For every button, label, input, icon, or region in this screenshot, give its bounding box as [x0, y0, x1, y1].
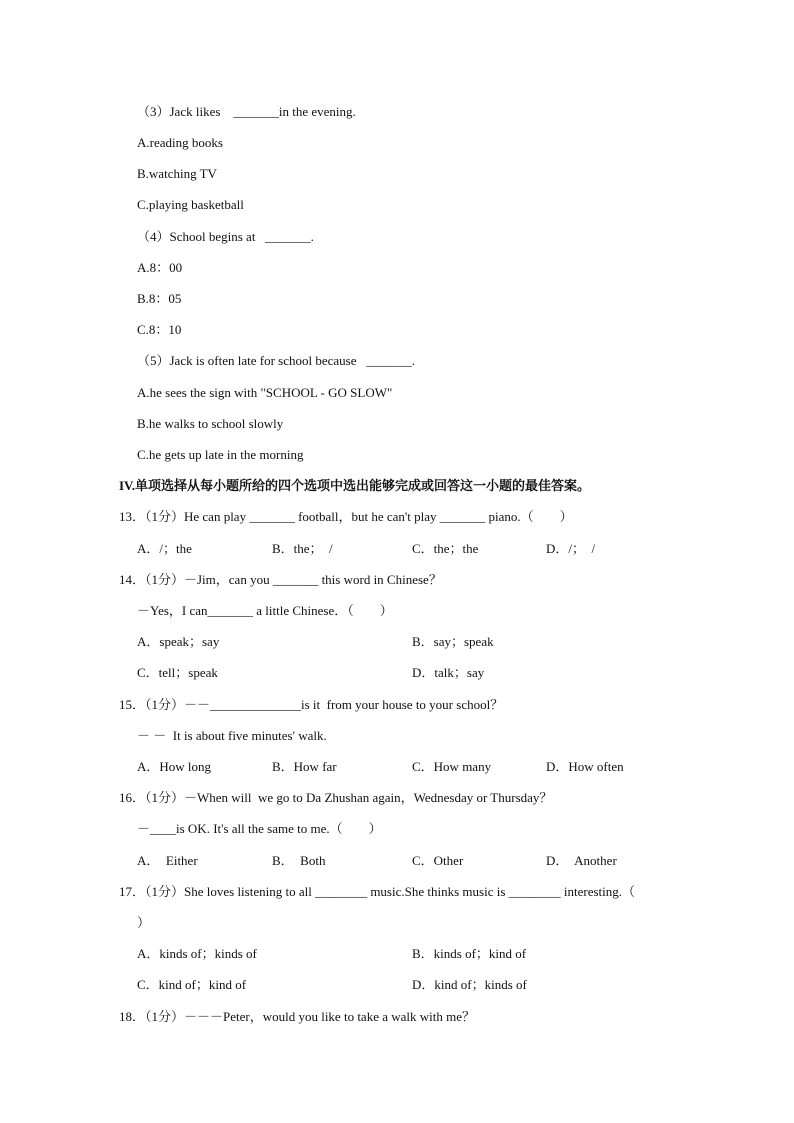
- q5-option-c: C.he gets up late in the morning: [137, 447, 304, 462]
- q14-stem: 14．（1分）－Jim，can you _______ this word in Chinese？: [119, 572, 442, 587]
- q17-stem: 17．（1分）She loves listening to all ________ music.She thinks music is ________ interesting.（: [119, 884, 636, 899]
- q16-stem: 16．（1分）－When will we go to Da Zhushan again，Wednesday or Thursday？: [119, 790, 553, 805]
- q13-option-b: B．the； /: [272, 541, 333, 556]
- q17-option-b: B．kinds of；kind of: [412, 946, 527, 961]
- q17-stem-continued: ）: [137, 915, 151, 930]
- q14-option-a: A．speak；say: [137, 634, 220, 649]
- q17-option-a: A．kinds of；kinds of: [137, 946, 257, 961]
- q16-option-a: A． Either: [137, 853, 198, 868]
- q3-stem: （3）Jack likes _______in the evening.: [137, 104, 356, 119]
- q15-option-b: B．How far: [272, 759, 337, 774]
- q4-option-a: A.8：00: [137, 260, 183, 275]
- q5-stem: （5）Jack is often late for school because _______.: [137, 353, 415, 368]
- q15-reply: － － It is about five minutes' walk.: [137, 728, 327, 743]
- q13-stem: 13．（1分）He can play _______ football，but he can't play _______ piano.（ ）: [119, 509, 573, 524]
- q4-stem: （4）School begins at _______.: [137, 229, 314, 244]
- q4-option-c: C.8：10: [137, 322, 182, 337]
- q16-option-d: D． Another: [546, 853, 617, 868]
- q15-option-c: C．How many: [412, 759, 492, 774]
- q16-reply: －____is OK. It's all the same to me.（ ）: [137, 821, 382, 836]
- q3-option-a: A.reading books: [137, 135, 223, 150]
- q3-option-c: C.playing basketball: [137, 197, 244, 212]
- section-iv-heading: IV.单项选择从每小题所给的四个选项中选出能够完成或回答这一小题的最佳答案。: [119, 478, 591, 493]
- q18-stem: 18．（1分）－－－Peter，would you like to take a walk with me？: [119, 1009, 476, 1024]
- q14-option-d: D．talk；say: [412, 665, 485, 680]
- q15-option-a: A．How long: [137, 759, 212, 774]
- q16-option-b: B． Both: [272, 853, 326, 868]
- q14-reply: －Yes，I can_______ a little Chinese．（ ）: [137, 603, 393, 618]
- q13-option-a: A．/；the: [137, 541, 192, 556]
- q14-option-b: B．say；speak: [412, 634, 494, 649]
- q17-option-c: C．kind of；kind of: [137, 977, 247, 992]
- q4-option-b: B.8：05: [137, 291, 182, 306]
- q3-option-b: B.watching TV: [137, 166, 217, 181]
- q5-option-b: B.he walks to school slowly: [137, 416, 284, 431]
- q13-option-c: C．the；the: [412, 541, 479, 556]
- q16-option-c: C．Other: [412, 853, 464, 868]
- q15-option-d: D．How often: [546, 759, 624, 774]
- q14-option-c: C．tell；speak: [137, 665, 218, 680]
- q5-option-a: A.he sees the sign with "SCHOOL - GO SLOW": [137, 385, 393, 400]
- q15-stem: 15．（1分）－－______________is it from your house to your school？: [119, 697, 504, 712]
- q13-option-d: D．/； /: [546, 541, 596, 556]
- q17-option-d: D．kind of；kinds of: [412, 977, 527, 992]
